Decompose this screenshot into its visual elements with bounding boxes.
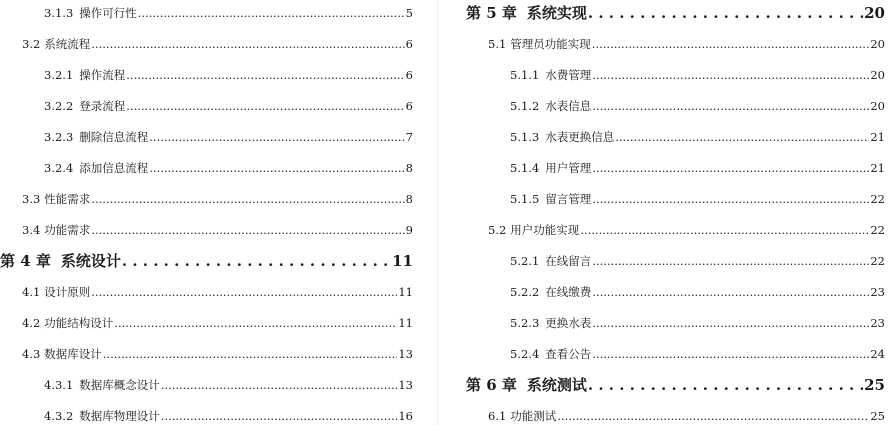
toc-entry[interactable] bbox=[510, 127, 885, 147]
toc-entry-number: 3.2.2 bbox=[44, 99, 74, 113]
toc-page-number: 20 bbox=[864, 4, 885, 22]
toc-entry-title: 数据库物理设计 bbox=[79, 409, 160, 423]
toc-entry[interactable] bbox=[510, 96, 885, 116]
toc-page-number: 9 bbox=[405, 223, 413, 237]
dot-leader bbox=[592, 34, 870, 54]
dot-leader bbox=[592, 344, 869, 364]
dot-leader bbox=[149, 158, 404, 178]
dot-leader bbox=[592, 282, 869, 302]
dot-leader bbox=[615, 127, 869, 147]
toc-entry-title: 系统流程 bbox=[44, 37, 91, 51]
toc-entry-number: 第 4 章 bbox=[0, 252, 51, 270]
toc-entry[interactable] bbox=[44, 127, 413, 147]
dot-leader bbox=[592, 96, 869, 116]
toc-entry-number: 5.1 bbox=[488, 37, 507, 51]
toc-entry-title: 性能需求 bbox=[44, 192, 91, 206]
toc-entry-number: 第 5 章 bbox=[466, 4, 517, 22]
toc-entry-title: 查看公告 bbox=[545, 347, 592, 361]
toc-page-number: 23 bbox=[870, 316, 885, 330]
toc-page-number: 22 bbox=[870, 254, 885, 268]
toc-page-right bbox=[466, 0, 888, 425]
dot-leader bbox=[103, 344, 398, 364]
toc-entry-number: 3.3 bbox=[22, 192, 41, 206]
dot-leader bbox=[580, 220, 869, 240]
dot-leader bbox=[592, 313, 869, 333]
toc-entry[interactable] bbox=[44, 375, 413, 395]
toc-entry[interactable] bbox=[488, 34, 885, 54]
toc-entry[interactable] bbox=[488, 406, 885, 425]
toc-entry-title: 在线缴费 bbox=[545, 285, 592, 299]
toc-entry-title: 管理员功能实现 bbox=[510, 37, 591, 51]
toc-entry-title: 添加信息流程 bbox=[79, 161, 149, 175]
toc-page-number: 13 bbox=[398, 347, 413, 361]
toc-entry[interactable] bbox=[44, 3, 413, 23]
toc-entry-title: 水表信息 bbox=[545, 99, 592, 113]
dot-leader bbox=[91, 189, 404, 209]
dot-leader bbox=[149, 127, 404, 147]
toc-page-number: 25 bbox=[864, 376, 885, 394]
toc-page-number: 23 bbox=[870, 285, 885, 299]
toc-page-number: 5 bbox=[405, 6, 413, 20]
toc-page-number: 8 bbox=[405, 192, 413, 206]
toc-entry-title: 水费管理 bbox=[545, 68, 592, 82]
toc-entry-title: 数据库设计 bbox=[44, 347, 102, 361]
toc-page-number: 21 bbox=[870, 161, 885, 175]
toc-entry-number: 5.1.4 bbox=[510, 161, 540, 175]
toc-page-number: 22 bbox=[870, 223, 885, 237]
toc-entry[interactable] bbox=[22, 313, 413, 333]
toc-entry[interactable] bbox=[44, 65, 413, 85]
toc-page-number: 6 bbox=[405, 37, 413, 51]
toc-entry-number: 4.1 bbox=[22, 285, 41, 299]
dot-leader bbox=[126, 96, 404, 116]
toc-entry-title: 功能需求 bbox=[44, 223, 91, 237]
toc-entry-number: 第 6 章 bbox=[466, 376, 517, 394]
toc-entry[interactable] bbox=[510, 158, 885, 178]
toc-entry-number: 4.2 bbox=[22, 316, 41, 330]
toc-entry-title: 设计原则 bbox=[44, 285, 91, 299]
toc-entry[interactable] bbox=[22, 282, 413, 302]
toc-entry[interactable] bbox=[510, 65, 885, 85]
toc-entry-title: 在线留言 bbox=[545, 254, 592, 268]
toc-page-number: 11 bbox=[398, 316, 413, 330]
toc-entry[interactable] bbox=[488, 220, 885, 240]
toc-entry-number: 5.2.2 bbox=[510, 285, 540, 299]
toc-entry-number: 3.2.1 bbox=[44, 68, 74, 82]
toc-entry-title: 系统实现 bbox=[526, 4, 587, 22]
toc-entry[interactable] bbox=[510, 251, 885, 271]
toc-entry-title: 系统测试 bbox=[526, 376, 587, 394]
toc-entry-number: 6.1 bbox=[488, 409, 507, 423]
toc-entry-title: 系统设计 bbox=[60, 252, 121, 270]
toc-page-number: 21 bbox=[870, 130, 885, 144]
toc-entry-number: 3.2.4 bbox=[44, 161, 74, 175]
toc-chapter-entry[interactable] bbox=[0, 251, 413, 271]
dot-leader bbox=[126, 65, 404, 85]
dot-leader bbox=[588, 3, 863, 23]
toc-entry-title: 功能测试 bbox=[510, 409, 557, 423]
dot-leader bbox=[91, 282, 397, 302]
toc-page-number: 6 bbox=[405, 68, 413, 82]
toc-entry[interactable] bbox=[510, 344, 885, 364]
toc-entry[interactable] bbox=[44, 406, 413, 425]
toc-entry-number: 5.2.4 bbox=[510, 347, 540, 361]
toc-entry[interactable] bbox=[22, 34, 413, 54]
toc-entry-title: 水表更换信息 bbox=[545, 130, 615, 144]
toc-entry[interactable] bbox=[22, 220, 413, 240]
toc-entry-number: 5.1.5 bbox=[510, 192, 540, 206]
dot-leader bbox=[91, 220, 404, 240]
toc-entry-number: 3.2.3 bbox=[44, 130, 74, 144]
dot-leader bbox=[161, 375, 398, 395]
toc-entry[interactable] bbox=[510, 189, 885, 209]
toc-page-number: 11 bbox=[398, 285, 413, 299]
toc-entry-number: 3.2 bbox=[22, 37, 41, 51]
dot-leader bbox=[161, 406, 398, 425]
toc-page-number: 20 bbox=[870, 68, 885, 82]
dot-leader bbox=[592, 65, 869, 85]
toc-entry-title: 留言管理 bbox=[545, 192, 592, 206]
toc-page-number: 8 bbox=[405, 161, 413, 175]
toc-entry-title: 用户管理 bbox=[545, 161, 592, 175]
toc-entry-title: 登录流程 bbox=[79, 99, 126, 113]
toc-entry-title: 操作流程 bbox=[79, 68, 126, 82]
dot-leader bbox=[91, 34, 404, 54]
toc-entry-number: 5.1.1 bbox=[510, 68, 540, 82]
toc-entry[interactable] bbox=[44, 158, 413, 178]
toc-page-number: 20 bbox=[870, 37, 885, 51]
toc-page-number: 25 bbox=[870, 409, 885, 423]
toc-page-number: 13 bbox=[398, 378, 413, 392]
dot-leader bbox=[592, 251, 869, 271]
toc-entry-number: 5.2 bbox=[488, 223, 507, 237]
dot-leader bbox=[592, 158, 869, 178]
toc-page-left bbox=[0, 0, 416, 425]
toc-chapter-entry[interactable] bbox=[466, 3, 885, 23]
toc-entry-number: 5.1.3 bbox=[510, 130, 540, 144]
toc-page-number: 16 bbox=[398, 409, 413, 423]
toc-entry[interactable] bbox=[22, 344, 413, 364]
toc-entry-number: 3.4 bbox=[22, 223, 41, 237]
toc-page-number: 20 bbox=[870, 99, 885, 113]
toc-page-number: 7 bbox=[405, 130, 413, 144]
toc-entry-number: 4.3.1 bbox=[44, 378, 74, 392]
dot-leader bbox=[114, 313, 397, 333]
toc-entry-number: 5.2.1 bbox=[510, 254, 540, 268]
dot-leader bbox=[122, 251, 391, 271]
toc-entry[interactable] bbox=[44, 96, 413, 116]
dot-leader bbox=[588, 375, 863, 395]
dot-leader bbox=[138, 3, 405, 23]
toc-entry-title: 数据库概念设计 bbox=[79, 378, 160, 392]
toc-entry-title: 删除信息流程 bbox=[79, 130, 149, 144]
dot-leader bbox=[592, 189, 869, 209]
toc-page-number: 6 bbox=[405, 99, 413, 113]
toc-page-number: 11 bbox=[392, 252, 413, 270]
toc-entry[interactable] bbox=[22, 189, 413, 209]
toc-entry-title: 用户功能实现 bbox=[510, 223, 580, 237]
toc-page-number: 22 bbox=[870, 192, 885, 206]
toc-entry-title: 功能结构设计 bbox=[44, 316, 114, 330]
toc-entry[interactable] bbox=[510, 282, 885, 302]
toc-entry-number: 5.2.3 bbox=[510, 316, 540, 330]
toc-page-number: 24 bbox=[870, 347, 885, 361]
toc-entry-number: 5.1.2 bbox=[510, 99, 540, 113]
toc-entry-number: 4.3 bbox=[22, 347, 41, 361]
page-gutter bbox=[437, 0, 438, 425]
toc-entry-number: 4.3.2 bbox=[44, 409, 74, 423]
toc-entry-number: 3.1.3 bbox=[44, 6, 74, 20]
toc-entry-title: 操作可行性 bbox=[79, 6, 137, 20]
toc-entry-title: 更换水表 bbox=[545, 316, 592, 330]
dot-leader bbox=[557, 406, 869, 425]
toc-chapter-entry[interactable] bbox=[466, 375, 885, 395]
toc-entry[interactable] bbox=[510, 313, 885, 333]
